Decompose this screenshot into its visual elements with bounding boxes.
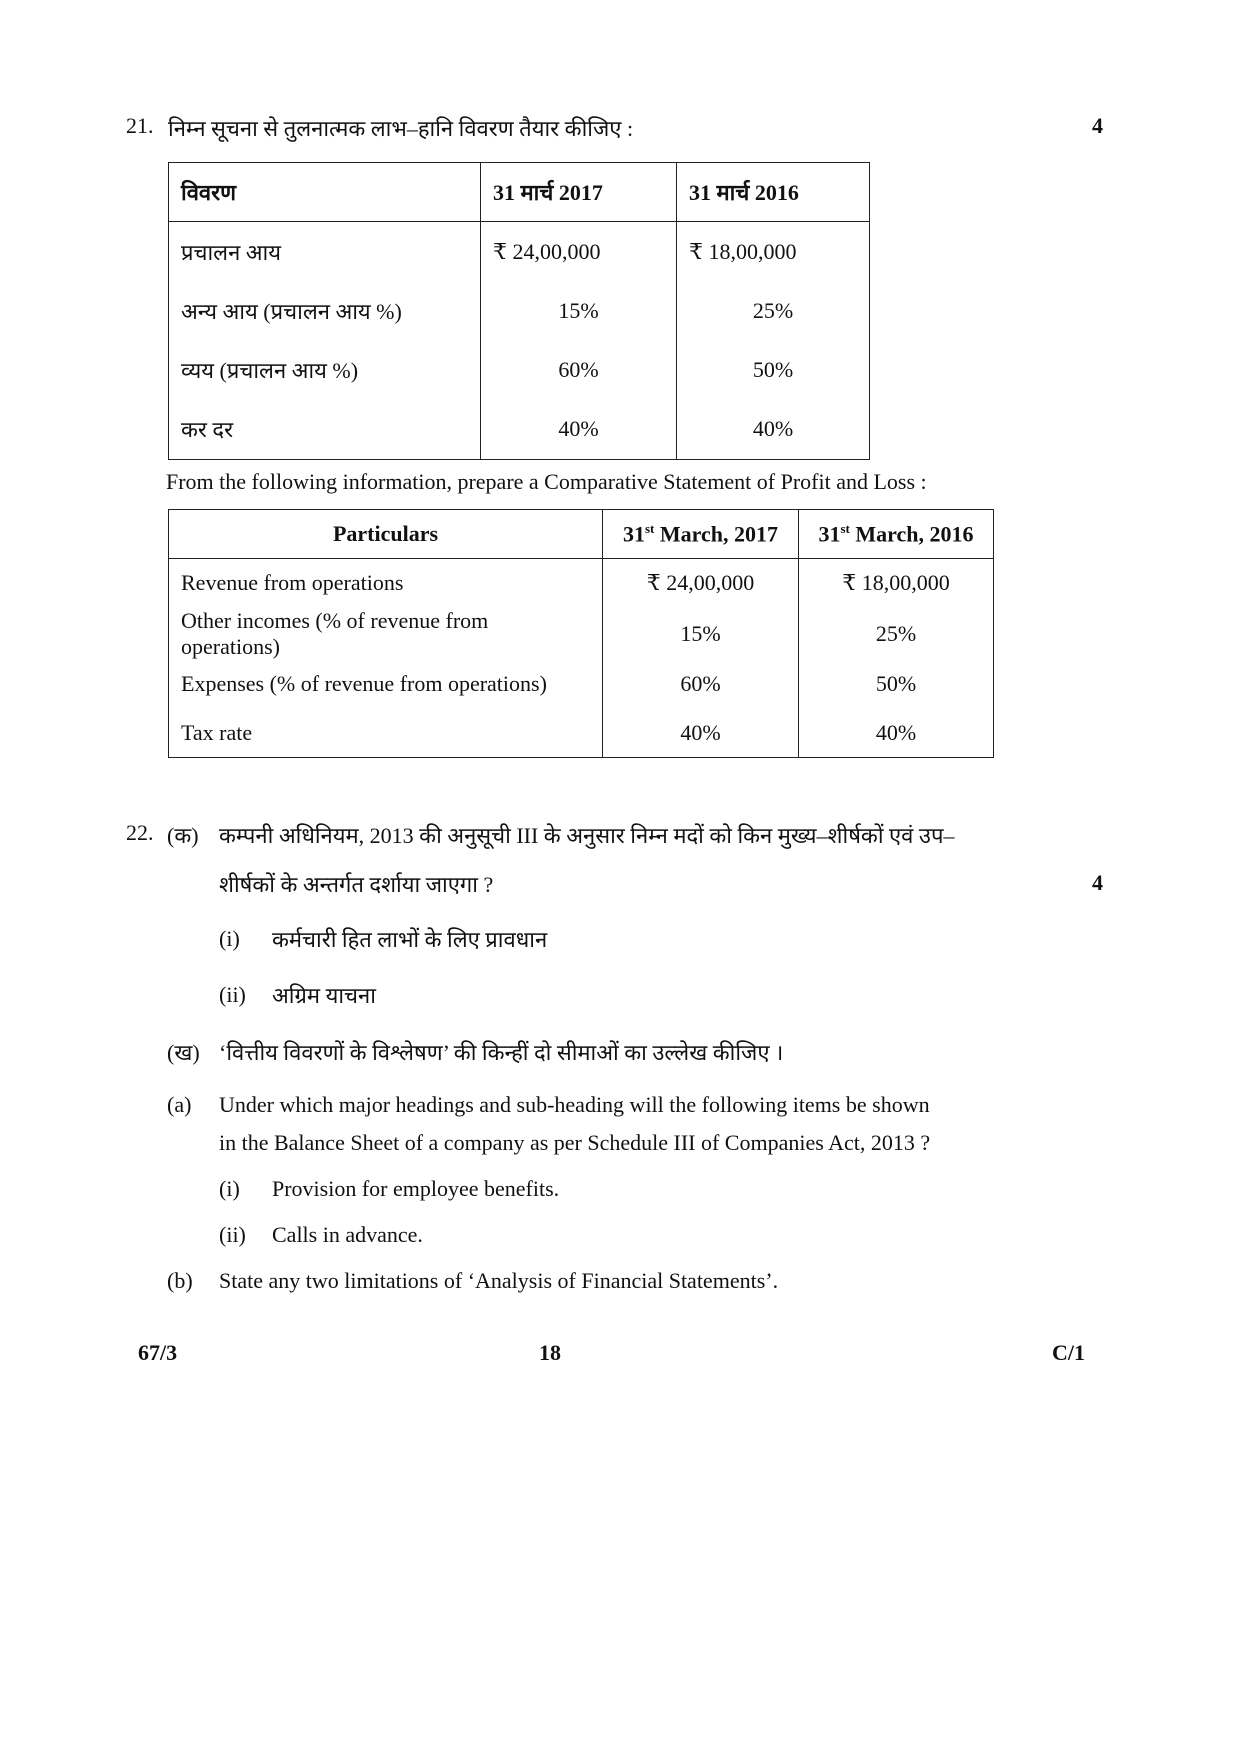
header-2017-rest: March, 2017 bbox=[654, 521, 779, 547]
table-row bbox=[169, 400, 870, 460]
hindi-row-2017: 60% bbox=[481, 341, 677, 400]
question-22-a-label: (a) bbox=[167, 1092, 192, 1117]
english-table-header-row bbox=[169, 510, 994, 559]
footer-paper-code: 67/3 bbox=[138, 1340, 178, 1365]
hindi-row-2017: 15% bbox=[481, 282, 677, 341]
english-header-particulars: Particulars bbox=[169, 510, 603, 559]
english-row-label: Tax rate bbox=[169, 709, 603, 758]
question-22-marks: 4 bbox=[1092, 870, 1103, 895]
question-22-a-line-2: in the Balance Sheet of a company as per Schedule III of Companies Act, 2013 ? bbox=[219, 1130, 931, 1155]
header-2016-sup: st bbox=[840, 520, 850, 536]
question-21-english-prompt: From the following information, prepare a Comparative Statement of Profit and Loss : bbox=[166, 469, 927, 494]
question-22-number: 22. bbox=[126, 820, 154, 845]
question-22-b-label: (b) bbox=[167, 1268, 193, 1293]
question-22-kha-label: (ख) bbox=[167, 1040, 200, 1065]
footer-set-code: C/1 bbox=[1052, 1340, 1085, 1365]
english-row-2016: 50% bbox=[799, 660, 994, 709]
english-row-2016: 25% bbox=[799, 608, 994, 660]
question-22-ka-line-1: कम्पनी अधिनियम, 2013 की अनुसूची III के अनुसार निम्न मदों को किन मुख्य–शीर्षकों एवं उप– bbox=[219, 823, 955, 848]
english-row-label: Expenses (% of revenue from operations) bbox=[169, 660, 603, 709]
hindi-header-particulars: विवरण bbox=[169, 163, 481, 222]
question-21-number: 21. bbox=[126, 113, 154, 138]
table-row bbox=[169, 709, 994, 758]
table-row bbox=[169, 559, 994, 608]
ka-item-1-label: (i) bbox=[219, 926, 240, 951]
hindi-row-label: अन्य आय (प्रचालन आय %) bbox=[169, 282, 481, 341]
ka-item-1-text: कर्मचारी हित लाभों के लिए प्रावधान bbox=[272, 927, 548, 952]
english-data-table bbox=[168, 509, 994, 758]
hindi-row-2017: ₹ 24,00,000 bbox=[481, 222, 677, 282]
header-2016-rest: March, 2016 bbox=[849, 521, 974, 547]
english-row-2017: ₹ 24,00,000 bbox=[603, 559, 799, 608]
header-2017-sup: st bbox=[644, 520, 655, 536]
english-row-2016: 40% bbox=[799, 709, 994, 758]
question-22-kha-text: ‘वित्तीय विवरणों के विश्लेषण’ की किन्हीं दो सीमाओं का उल्लेख कीजिए । bbox=[219, 1040, 784, 1065]
question-22-a-line-1: Under which major headings and sub-heading will the following items be shown bbox=[219, 1092, 930, 1117]
english-header-2017 bbox=[603, 510, 799, 559]
english-row-2017: 40% bbox=[603, 709, 799, 758]
english-row-label: Revenue from operations bbox=[169, 559, 603, 608]
a-item-1-text: Provision for employee benefits. bbox=[272, 1176, 560, 1201]
a-item-2-text: Calls in advance. bbox=[272, 1222, 423, 1247]
english-row-label: Other incomes (% of revenue from operations) bbox=[169, 608, 603, 660]
hindi-row-label: प्रचालन आय bbox=[169, 222, 481, 282]
footer-page-number: 18 bbox=[539, 1340, 561, 1365]
table-row bbox=[169, 341, 870, 400]
hindi-row-2016: 40% bbox=[677, 400, 870, 460]
question-22-ka-label: (क) bbox=[167, 823, 199, 848]
question-22-b-text: State any two limitations of ‘Analysis of Financial Statements’. bbox=[219, 1268, 779, 1293]
hindi-table-header-row bbox=[169, 163, 870, 222]
english-row-2017: 60% bbox=[603, 660, 799, 709]
hindi-row-2016: 25% bbox=[677, 282, 870, 341]
english-header-2016 bbox=[799, 510, 994, 559]
table-row bbox=[169, 660, 994, 709]
question-21-marks: 4 bbox=[1092, 113, 1103, 138]
hindi-row-2016: ₹ 18,00,000 bbox=[677, 222, 870, 282]
table-row bbox=[169, 282, 870, 341]
question-22-ka-line-2: शीर्षकों के अन्तर्गत दर्शाया जाएगा ? bbox=[219, 872, 494, 897]
ka-item-2-label: (ii) bbox=[219, 982, 246, 1007]
ka-item-2-text: अग्रिम याचना bbox=[272, 983, 376, 1008]
hindi-row-label: कर दर bbox=[169, 400, 481, 460]
question-21-hindi-prompt: निम्न सूचना से तुलनात्मक लाभ–हानि विवरण तैयार कीजिए : bbox=[168, 116, 634, 141]
a-item-2-label: (ii) bbox=[219, 1222, 246, 1247]
hindi-row-label: व्यय (प्रचालन आय %) bbox=[169, 341, 481, 400]
table-row bbox=[169, 222, 870, 282]
hindi-header-2017: 31 मार्च 2017 bbox=[481, 163, 677, 222]
english-row-2016: ₹ 18,00,000 bbox=[799, 559, 994, 608]
english-row-2017: 15% bbox=[603, 608, 799, 660]
header-2016-day: 31 bbox=[818, 521, 841, 547]
hindi-data-table bbox=[168, 162, 870, 460]
hindi-row-2016: 50% bbox=[677, 341, 870, 400]
header-2017-day: 31 bbox=[622, 521, 645, 547]
table-row bbox=[169, 608, 994, 660]
hindi-header-2016: 31 मार्च 2016 bbox=[677, 163, 870, 222]
a-item-1-label: (i) bbox=[219, 1176, 240, 1201]
hindi-row-2017: 40% bbox=[481, 400, 677, 460]
